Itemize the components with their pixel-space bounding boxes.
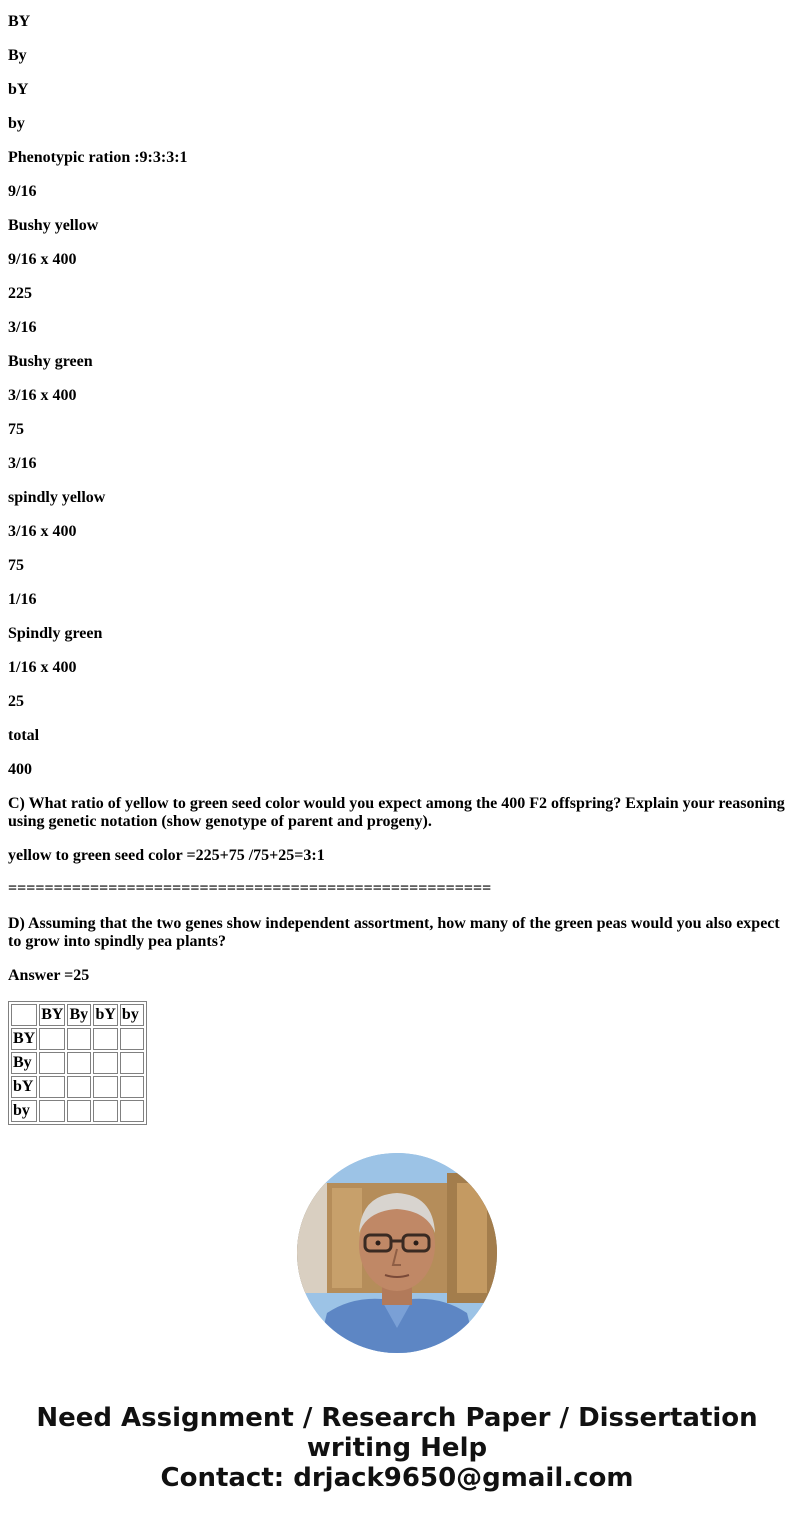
table-cell — [93, 1052, 117, 1074]
question-c: C) What ratio of yellow to green seed color would you expect among the 400 F2 offspring? Explain your reasoning using genetic notation (show genotype of parent and progeny). — [8, 795, 785, 830]
text-line: 3/16 x 400 — [8, 523, 77, 540]
row-header: by — [11, 1100, 37, 1122]
row-header: BY — [11, 1028, 37, 1050]
table-cell — [120, 1028, 144, 1050]
punnett-square — [8, 1001, 147, 1125]
text-line: 75 — [8, 421, 24, 438]
text-line: 3/16 — [8, 319, 37, 336]
text-line: Spindly green — [8, 625, 103, 642]
avatar — [297, 1153, 497, 1353]
text-line: Bushy green — [8, 353, 93, 370]
table-cell — [67, 1028, 91, 1050]
text-line: 1/16 — [8, 591, 37, 608]
table-row — [11, 1100, 144, 1122]
text-line: spindly yellow — [8, 489, 106, 506]
text-line: BY — [8, 13, 31, 30]
table-cell — [120, 1052, 144, 1074]
text-line: 25 — [8, 693, 24, 710]
text-line: bY — [8, 81, 29, 98]
footer-contact-email: Contact: drjack9650@gmail.com — [160, 1463, 634, 1493]
column-header: by — [120, 1004, 144, 1026]
table-row — [11, 1076, 144, 1098]
table-cell — [39, 1052, 65, 1074]
text-line: By — [8, 47, 27, 64]
table-cell — [120, 1100, 144, 1122]
text-line: total — [8, 727, 40, 744]
text-line: 3/16 — [8, 455, 37, 472]
table-cell — [39, 1028, 65, 1050]
table-row — [11, 1004, 144, 1026]
column-header: bY — [93, 1004, 117, 1026]
text-line: 75 — [8, 557, 24, 574]
text-line: 225 — [8, 285, 32, 302]
text-line: 9/16 — [8, 183, 37, 200]
text-line: 400 — [8, 761, 32, 778]
table-cell — [39, 1076, 65, 1098]
footer-contact — [0, 1403, 794, 1493]
answer-c: yellow to green seed color =225+75 /75+25=3:1 — [8, 847, 325, 864]
table-cell — [39, 1100, 65, 1122]
text-line: 9/16 x 400 — [8, 251, 77, 268]
row-header: By — [11, 1052, 37, 1074]
person-photo-icon — [297, 1153, 497, 1353]
table-cell — [67, 1052, 91, 1074]
table-row — [11, 1052, 144, 1074]
table-row — [11, 1028, 144, 1050]
footer-line-2: writing Help — [306, 1433, 488, 1463]
row-header: bY — [11, 1076, 37, 1098]
text-line: 1/16 x 400 — [8, 659, 77, 676]
answer-d: Answer =25 — [8, 967, 90, 984]
divider: ===================================================== — [8, 880, 492, 897]
table-cell — [93, 1100, 117, 1122]
table-cell — [67, 1100, 91, 1122]
table-cell — [93, 1028, 117, 1050]
footer-line-1: Need Assignment / Research Paper / Dissertation — [36, 1403, 758, 1433]
table-cell — [67, 1076, 91, 1098]
column-header: By — [67, 1004, 91, 1026]
column-header: BY — [39, 1004, 65, 1026]
text-line: by — [8, 115, 25, 132]
table-cell — [120, 1076, 144, 1098]
text-line: 3/16 x 400 — [8, 387, 77, 404]
question-d: D) Assuming that the two genes show independent assortment, how many of the green peas would you also expect to grow into spindly pea plants? — [8, 915, 780, 950]
phenotypic-ratio: Phenotypic ration :9:3:3:1 — [8, 149, 188, 166]
text-line: Bushy yellow — [8, 217, 99, 234]
table-cell — [93, 1076, 117, 1098]
table-cell — [11, 1004, 37, 1026]
